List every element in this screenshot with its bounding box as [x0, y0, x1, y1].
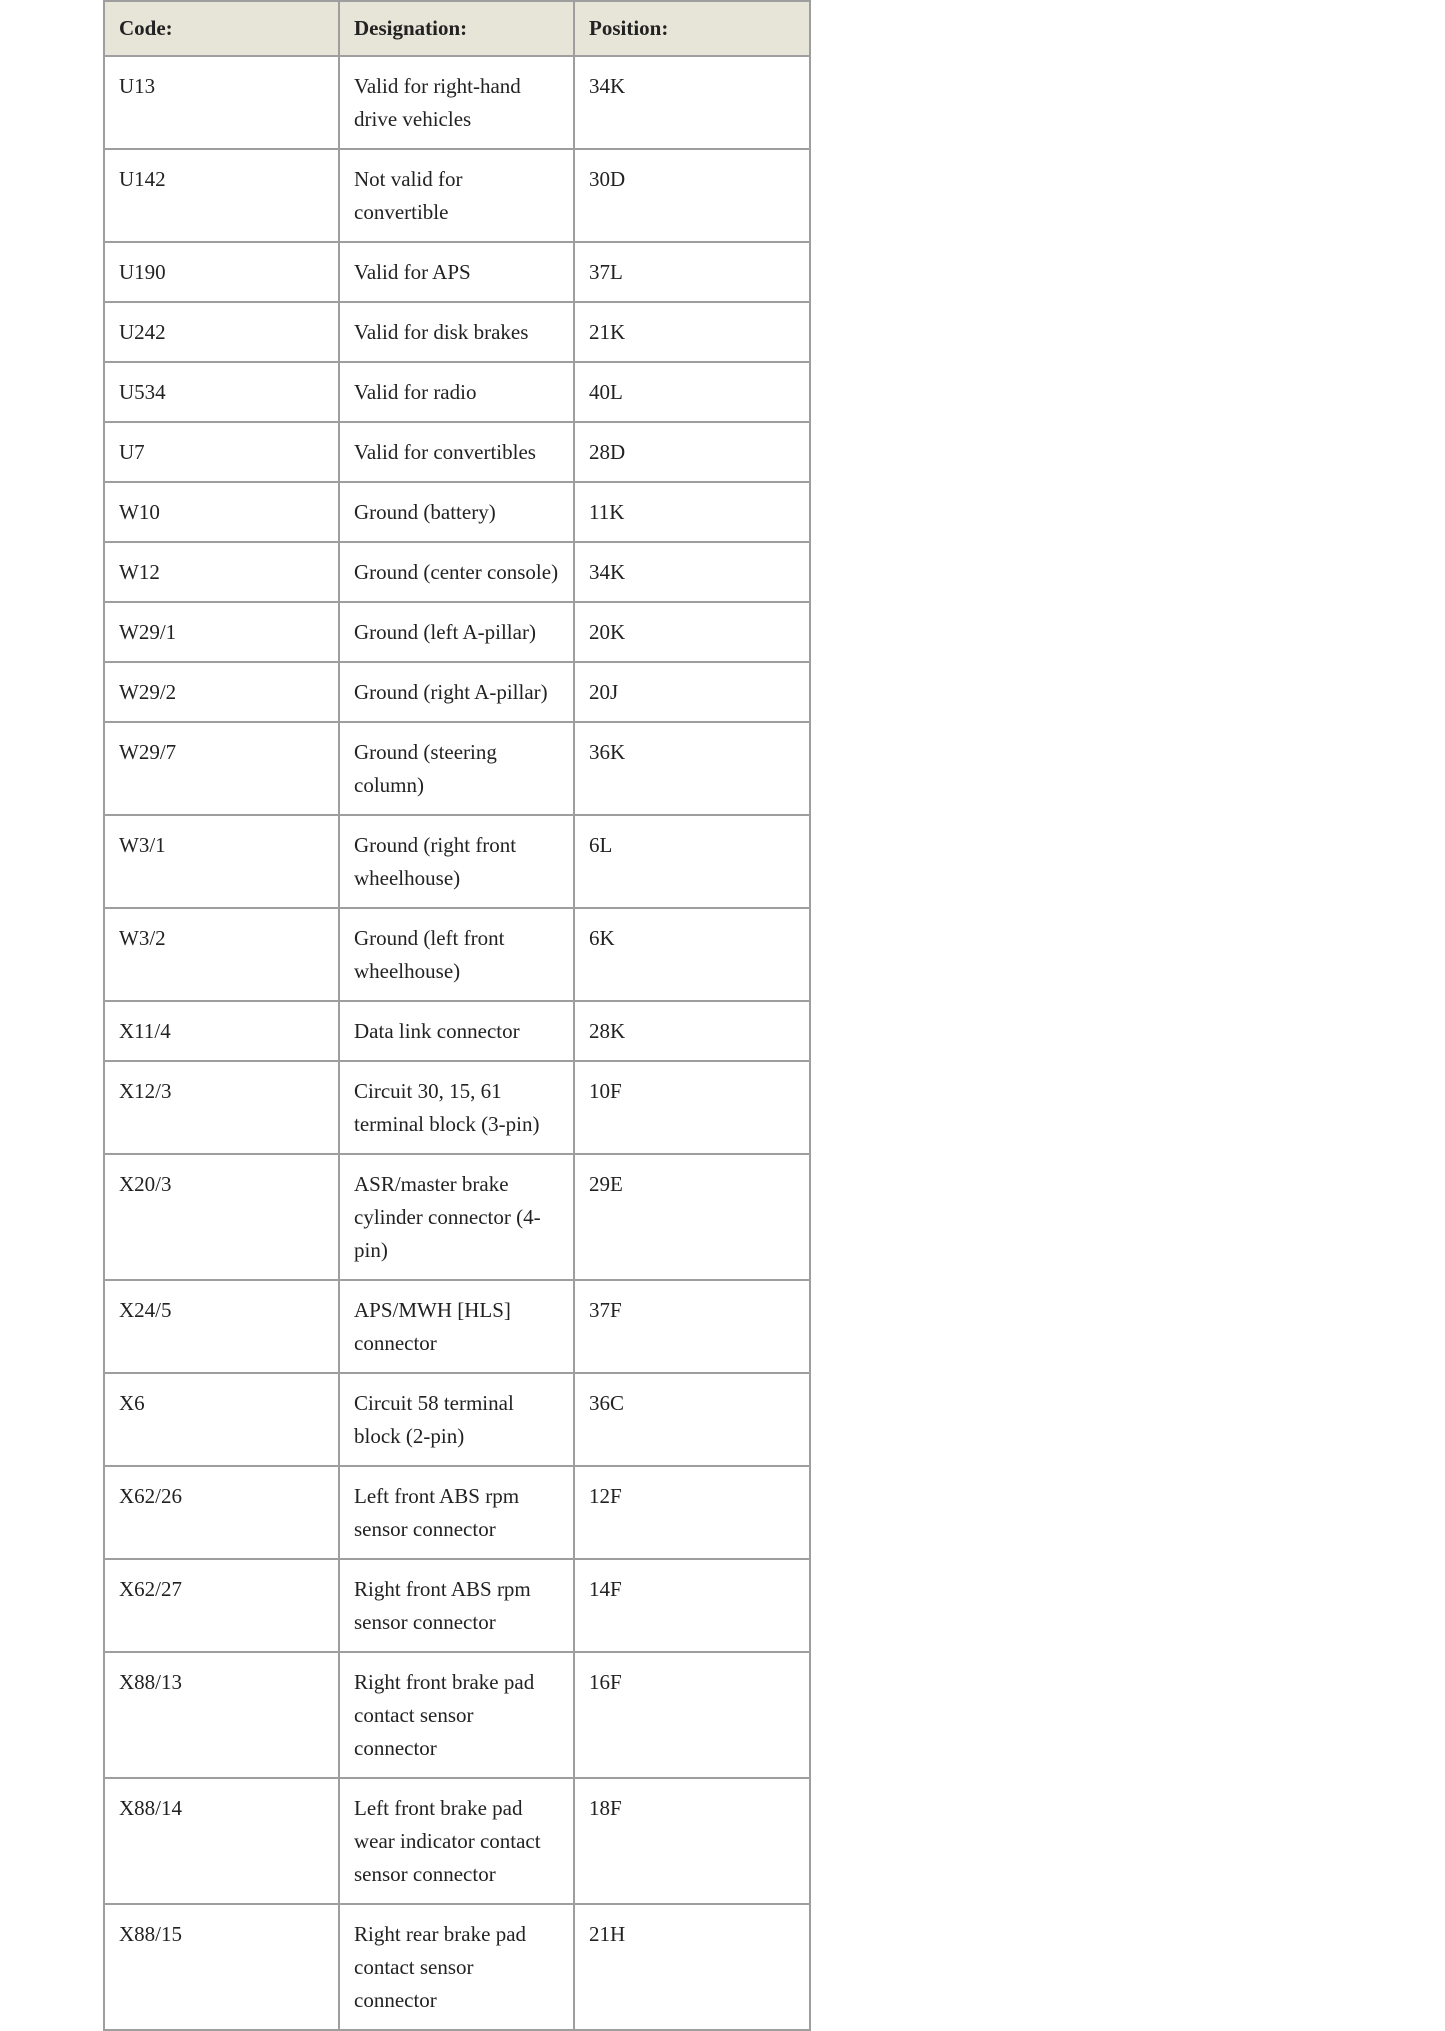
- cell-position: 16F: [574, 1652, 810, 1778]
- cell-position: 6K: [574, 908, 810, 1001]
- cell-code: X6: [104, 1373, 339, 1466]
- cell-position: 30D: [574, 149, 810, 242]
- table-row: [104, 542, 810, 602]
- cell-designation: Ground (right front wheelhouse): [339, 815, 574, 908]
- cell-designation: Left front brake pad wear indicator contact sensor connector: [339, 1778, 574, 1904]
- cell-position: 28D: [574, 422, 810, 482]
- table-row: [104, 1904, 810, 2030]
- cell-position: 12F: [574, 1466, 810, 1559]
- cell-code: W10: [104, 482, 339, 542]
- cell-code: U142: [104, 149, 339, 242]
- table-row: [104, 1559, 810, 1652]
- table-row: [104, 662, 810, 722]
- cell-code: X20/3: [104, 1154, 339, 1280]
- cell-designation: Ground (steering column): [339, 722, 574, 815]
- header-position: Position:: [574, 1, 810, 56]
- table-row: [104, 1373, 810, 1466]
- cell-designation: Valid for radio: [339, 362, 574, 422]
- table-row: [104, 1154, 810, 1280]
- cell-position: 34K: [574, 56, 810, 149]
- table-row: [104, 1280, 810, 1373]
- table-row: [104, 482, 810, 542]
- cell-position: 20K: [574, 602, 810, 662]
- table-row: [104, 722, 810, 815]
- cell-designation: Ground (left A-pillar): [339, 602, 574, 662]
- cell-position: 40L: [574, 362, 810, 422]
- cell-code: X88/14: [104, 1778, 339, 1904]
- cell-designation: Not valid for convertible: [339, 149, 574, 242]
- cell-code: W29/7: [104, 722, 339, 815]
- cell-position: 29E: [574, 1154, 810, 1280]
- cell-designation: Valid for disk brakes: [339, 302, 574, 362]
- cell-code: W3/2: [104, 908, 339, 1001]
- cell-code: U242: [104, 302, 339, 362]
- table-row: [104, 302, 810, 362]
- cell-code: W29/2: [104, 662, 339, 722]
- cell-designation: Data link connector: [339, 1001, 574, 1061]
- cell-code: U534: [104, 362, 339, 422]
- table-row: [104, 1778, 810, 1904]
- cell-position: 6L: [574, 815, 810, 908]
- cell-position: 28K: [574, 1001, 810, 1061]
- cell-position: 20J: [574, 662, 810, 722]
- cell-designation: Ground (center console): [339, 542, 574, 602]
- cell-designation: Right front brake pad contact sensor connector: [339, 1652, 574, 1778]
- cell-code: W3/1: [104, 815, 339, 908]
- cell-position: 18F: [574, 1778, 810, 1904]
- cell-code: W12: [104, 542, 339, 602]
- cell-designation: Circuit 30, 15, 61 terminal block (3-pin): [339, 1061, 574, 1154]
- cell-designation: Valid for APS: [339, 242, 574, 302]
- cell-code: X11/4: [104, 1001, 339, 1061]
- table-row: [104, 1652, 810, 1778]
- cell-position: 21K: [574, 302, 810, 362]
- cell-code: X88/13: [104, 1652, 339, 1778]
- table-row: [104, 56, 810, 149]
- cell-position: 37F: [574, 1280, 810, 1373]
- cell-code: W29/1: [104, 602, 339, 662]
- cell-position: 10F: [574, 1061, 810, 1154]
- header-designation: Designation:: [339, 1, 574, 56]
- table-row: [104, 362, 810, 422]
- cell-code: X88/15: [104, 1904, 339, 2030]
- cell-designation: Right rear brake pad contact sensor connector: [339, 1904, 574, 2030]
- table-row: [104, 422, 810, 482]
- header-row: [104, 1, 810, 56]
- cell-code: X24/5: [104, 1280, 339, 1373]
- cell-designation: Valid for convertibles: [339, 422, 574, 482]
- table-row: [104, 908, 810, 1001]
- cell-code: X12/3: [104, 1061, 339, 1154]
- table-row: [104, 1061, 810, 1154]
- cell-designation: APS/MWH [HLS] connector: [339, 1280, 574, 1373]
- cell-designation: Circuit 58 terminal block (2-pin): [339, 1373, 574, 1466]
- cell-code: U7: [104, 422, 339, 482]
- cell-designation: Ground (left front wheelhouse): [339, 908, 574, 1001]
- table-row: [104, 1466, 810, 1559]
- cell-position: 37L: [574, 242, 810, 302]
- cell-position: 14F: [574, 1559, 810, 1652]
- cell-designation: ASR/master brake cylinder connector (4-pin): [339, 1154, 574, 1280]
- table-row: [104, 815, 810, 908]
- cell-designation: Right front ABS rpm sensor connector: [339, 1559, 574, 1652]
- cell-position: 34K: [574, 542, 810, 602]
- cell-code: U13: [104, 56, 339, 149]
- cell-code: U190: [104, 242, 339, 302]
- cell-code: X62/26: [104, 1466, 339, 1559]
- table-header: [104, 1, 810, 56]
- table-row: [104, 242, 810, 302]
- cell-designation: Ground (right A-pillar): [339, 662, 574, 722]
- cell-position: 21H: [574, 1904, 810, 2030]
- cell-position: 11K: [574, 482, 810, 542]
- component-table: [103, 0, 811, 2031]
- cell-designation: Ground (battery): [339, 482, 574, 542]
- table-row: [104, 602, 810, 662]
- header-code: Code:: [104, 1, 339, 56]
- cell-position: 36C: [574, 1373, 810, 1466]
- cell-designation: Valid for right-hand drive vehicles: [339, 56, 574, 149]
- table-row: [104, 1001, 810, 1061]
- cell-position: 36K: [574, 722, 810, 815]
- table-row: [104, 149, 810, 242]
- table-body: [104, 56, 810, 2030]
- cell-code: X62/27: [104, 1559, 339, 1652]
- cell-designation: Left front ABS rpm sensor connector: [339, 1466, 574, 1559]
